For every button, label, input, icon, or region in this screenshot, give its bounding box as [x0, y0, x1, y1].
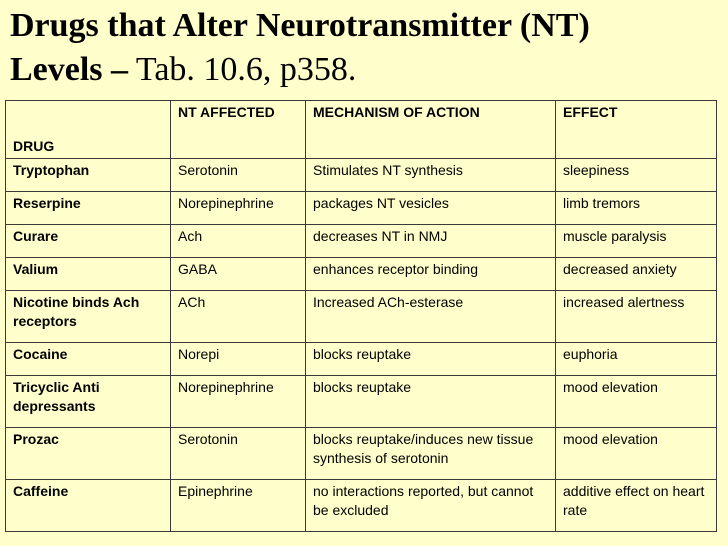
nt-cell: Serotonin: [171, 159, 306, 192]
nt-cell: Ach: [171, 225, 306, 258]
effect-cell: sleepiness: [556, 159, 717, 192]
drug-cell: Tryptophan: [6, 159, 171, 192]
effect-cell: mood elevation: [556, 428, 717, 480]
drug-cell: Tricyclic Anti depressants: [6, 376, 171, 428]
table-row: [6, 258, 717, 291]
effect-cell: decreased anxiety: [556, 258, 717, 291]
drug-cell: Prozac: [6, 428, 171, 480]
header-effect: EFFECT: [556, 101, 717, 159]
mechanism-cell: blocks reuptake: [306, 376, 556, 428]
table-row: [6, 428, 717, 480]
title-levels: Levels –: [10, 51, 129, 88]
table-row: [6, 192, 717, 225]
mechanism-cell: packages NT vesicles: [306, 192, 556, 225]
drug-cell: Reserpine: [6, 192, 171, 225]
header-nt-affected: NT AFFECTED: [171, 101, 306, 159]
header-drug: DRUG: [6, 101, 171, 159]
effect-cell: muscle paralysis: [556, 225, 717, 258]
table-row: [6, 343, 717, 376]
mechanism-cell: blocks reuptake: [306, 343, 556, 376]
drug-table: [5, 100, 717, 532]
title-line-1: Drugs that Alter Neurotransmitter (NT): [10, 7, 590, 44]
mechanism-cell: Increased ACh-esterase: [306, 291, 556, 343]
table-row: [6, 159, 717, 192]
header-mechanism: MECHANISM OF ACTION: [306, 101, 556, 159]
title-line-2: [10, 48, 720, 92]
page-title: [10, 4, 720, 92]
effect-cell: additive effect on heart rate: [556, 480, 717, 532]
effect-cell: mood elevation: [556, 376, 717, 428]
nt-cell: Norepinephrine: [171, 192, 306, 225]
nt-cell: Norepi: [171, 343, 306, 376]
nt-cell: Norepinephrine: [171, 376, 306, 428]
mechanism-cell: no interactions reported, but cannot be excluded: [306, 480, 556, 532]
drug-cell: Curare: [6, 225, 171, 258]
table-row: [6, 225, 717, 258]
mechanism-cell: enhances receptor binding: [306, 258, 556, 291]
nt-cell: Epinephrine: [171, 480, 306, 532]
table-row: [6, 480, 717, 532]
drug-cell: Caffeine: [6, 480, 171, 532]
nt-cell: ACh: [171, 291, 306, 343]
table-row: [6, 291, 717, 343]
title-reference: Tab. 10.6, p358.: [128, 51, 357, 88]
table-row: [6, 376, 717, 428]
mechanism-cell: Stimulates NT synthesis: [306, 159, 556, 192]
table-header-row: [6, 101, 717, 159]
drug-cell: Nicotine binds Ach receptors: [6, 291, 171, 343]
mechanism-cell: blocks reuptake/induces new tissue synthesis of serotonin: [306, 428, 556, 480]
effect-cell: euphoria: [556, 343, 717, 376]
nt-cell: Serotonin: [171, 428, 306, 480]
drug-cell: Valium: [6, 258, 171, 291]
nt-cell: GABA: [171, 258, 306, 291]
drug-cell: Cocaine: [6, 343, 171, 376]
effect-cell: increased alertness: [556, 291, 717, 343]
effect-cell: limb tremors: [556, 192, 717, 225]
mechanism-cell: decreases NT in NMJ: [306, 225, 556, 258]
